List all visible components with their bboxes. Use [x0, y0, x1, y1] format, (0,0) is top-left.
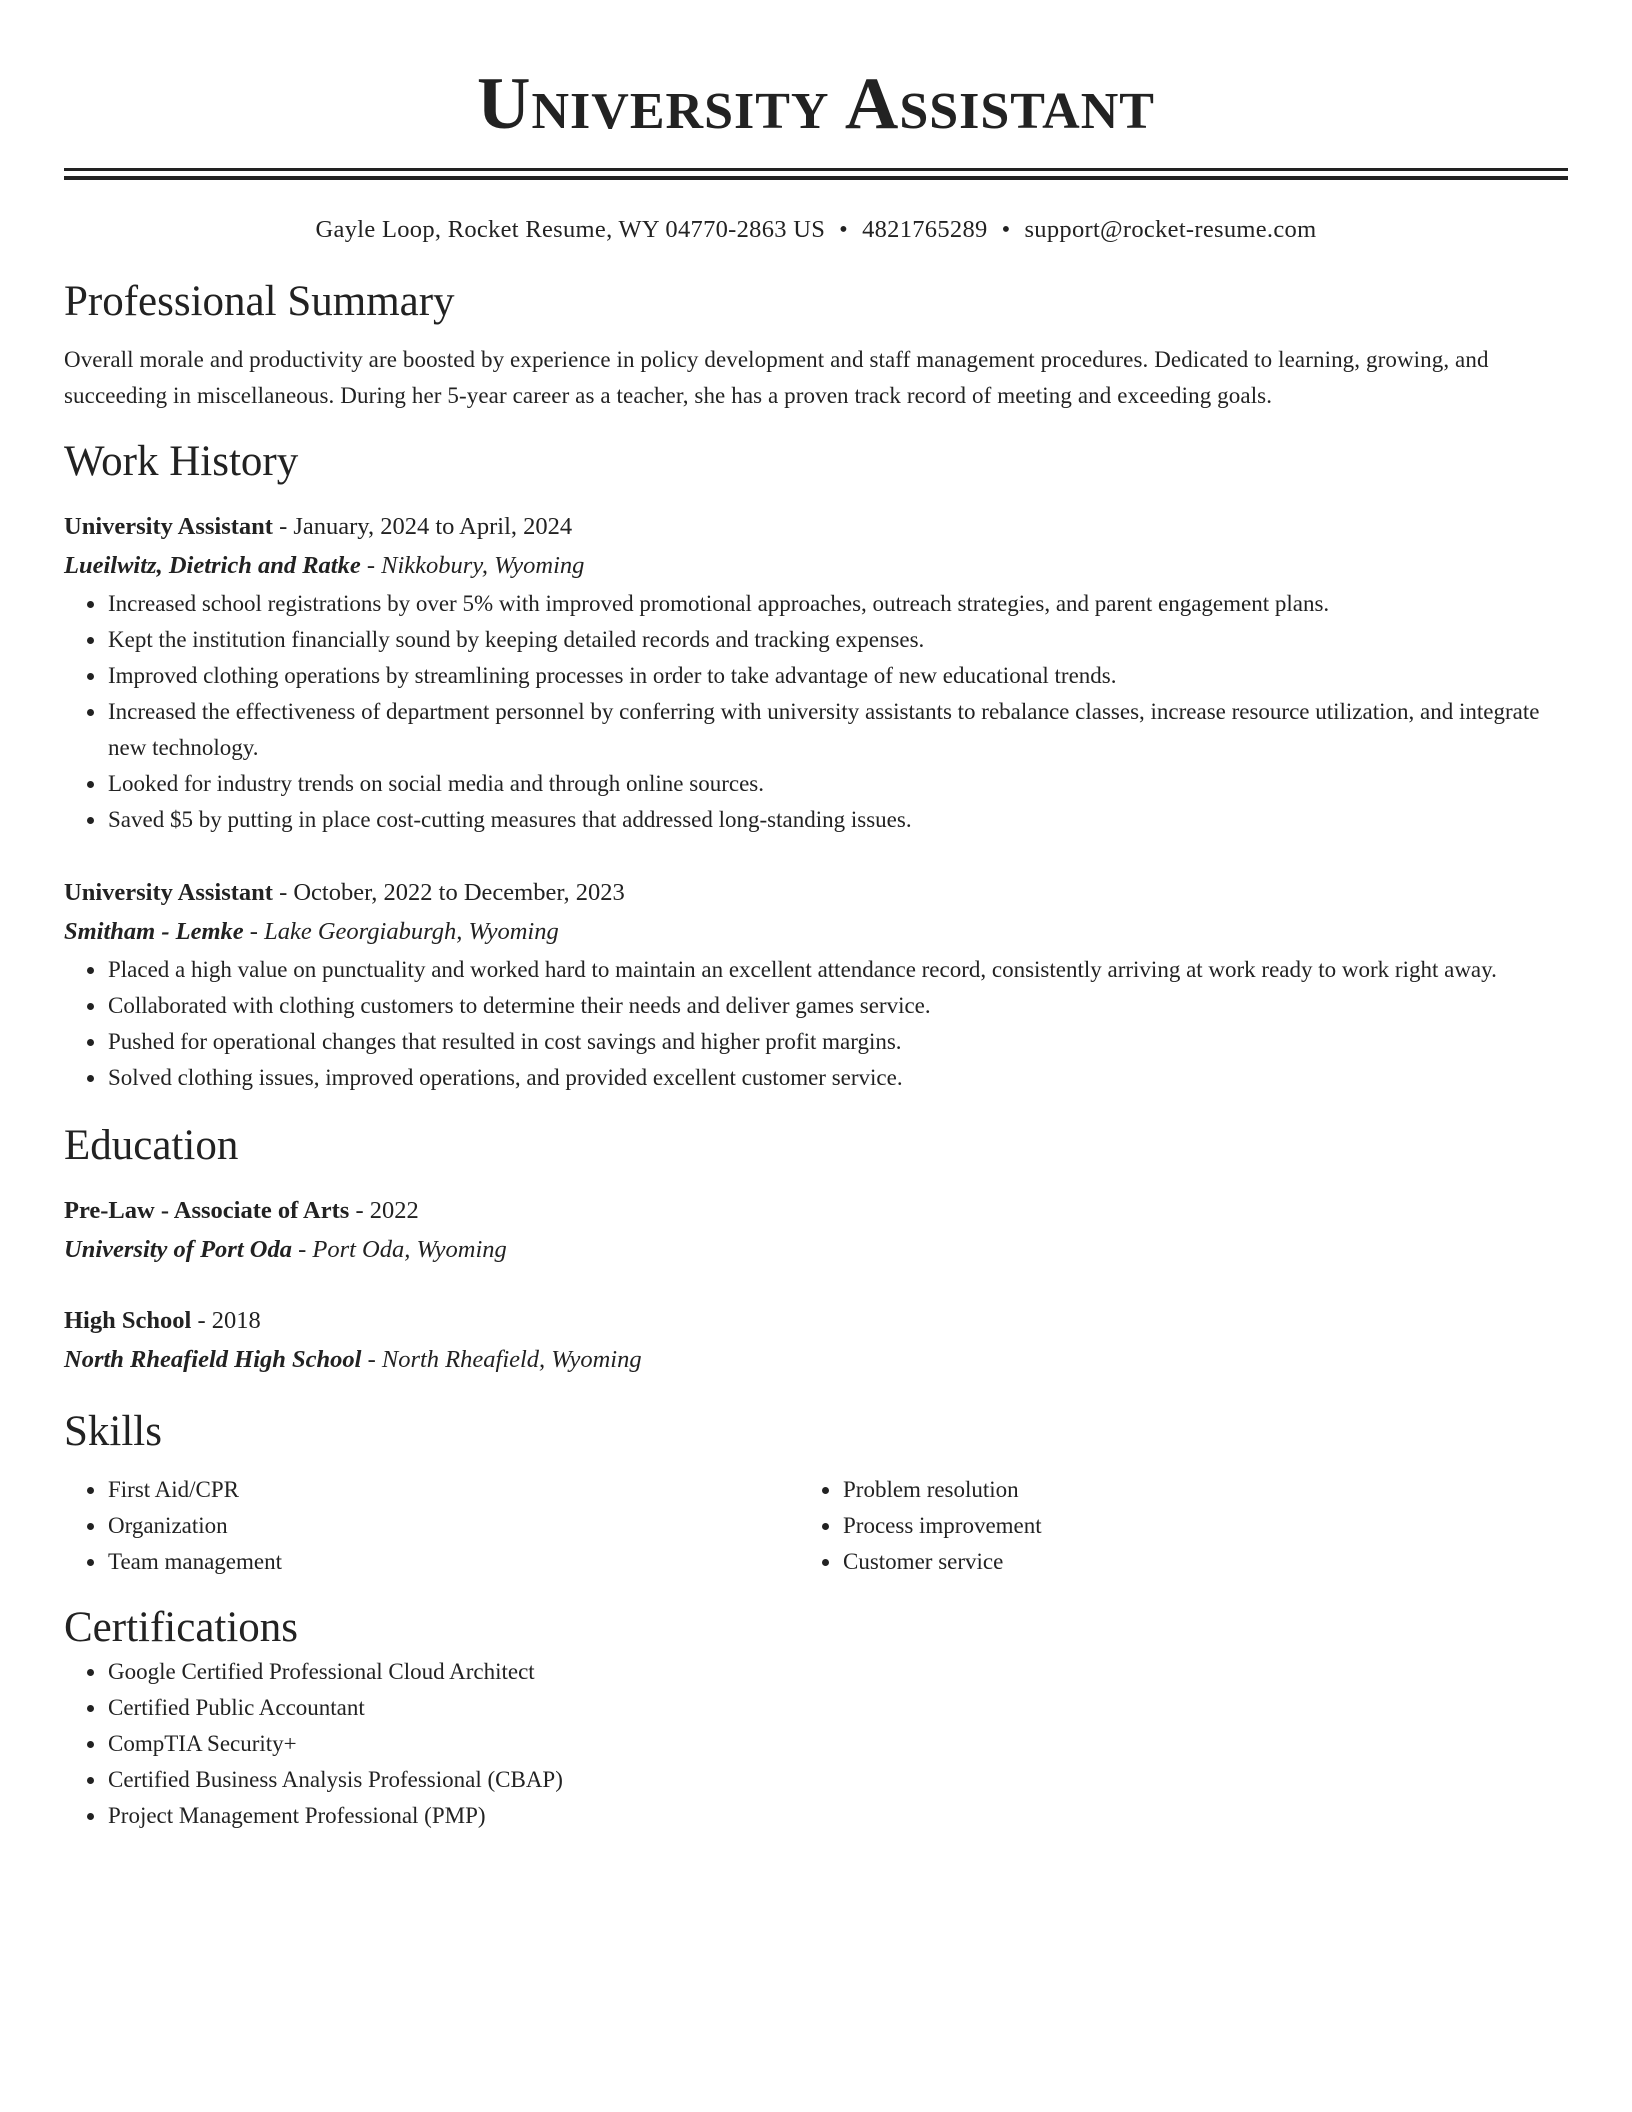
- education-school: North Rheafield High School: [64, 1346, 362, 1373]
- education-school-line: [64, 1340, 1568, 1380]
- resume-page: [64, 0, 1568, 1834]
- skill-item: • Process improvement: [842, 1508, 1534, 1544]
- education-degree-line: [64, 1192, 1568, 1230]
- job-company-line: [64, 546, 1568, 586]
- skills-list: [799, 1472, 1534, 1580]
- skills-column-right: [799, 1472, 1534, 1580]
- skills-column-left: [64, 1472, 799, 1580]
- contact-separator: •: [839, 216, 849, 243]
- certification-item: • Project Management Professional (PMP): [107, 1798, 1568, 1834]
- certifications-list: [64, 1654, 1568, 1834]
- contact-email: support@rocket-resume.com: [1024, 216, 1317, 243]
- job-title-line: [64, 874, 1568, 912]
- certification-item: • Certified Public Accountant: [107, 1690, 1568, 1726]
- contact-address: Gayle Loop, Rocket Resume, WY 04770-2863 US: [315, 216, 826, 243]
- skill-item: • First Aid/CPR: [107, 1472, 799, 1508]
- education-location: - North Rheafield, Wyoming: [361, 1346, 642, 1373]
- job-bullet: • Kept the institution financially sound by keeping detailed records and tracking expenses.: [107, 622, 1568, 658]
- summary-heading: Professional Summary: [64, 278, 455, 325]
- education-entry: [64, 1192, 1568, 1270]
- job-dates: - January, 2024 to April, 2024: [272, 513, 573, 540]
- job-entry: [64, 508, 1568, 838]
- job-title: University Assistant: [64, 513, 273, 540]
- job-bullet: • Saved $5 by putting in place cost-cutting measures that addressed long-standing issues.: [107, 802, 1568, 838]
- education-year: - 2018: [191, 1307, 261, 1334]
- job-title: University Assistant: [64, 879, 273, 906]
- education-school: University of Port Oda: [64, 1236, 292, 1263]
- contact-line: [64, 214, 1568, 246]
- job-company: Smitham - Lemke: [64, 918, 244, 945]
- job-dates: - October, 2022 to December, 2023: [272, 879, 625, 906]
- job-bullet: • Placed a high value on punctuality and worked hard to maintain an excellent attendance record, consistently arriving at work ready to work right away.: [107, 952, 1568, 988]
- job-title-line: [64, 508, 1568, 546]
- education-heading: Education: [64, 1122, 239, 1169]
- skills-grid: [64, 1472, 1568, 1580]
- job-bullet: • Increased school registrations by over 5% with improved promotional approaches, outreach strategies, and parent engagement plans.: [107, 586, 1568, 622]
- skills-heading: Skills: [64, 1408, 162, 1455]
- job-bullet-list: [64, 952, 1568, 1096]
- skill-item: • Team management: [107, 1544, 799, 1580]
- education-location: - Port Oda, Wyoming: [291, 1236, 507, 1263]
- job-bullet: • Collaborated with clothing customers to determine their needs and deliver games service.: [107, 988, 1568, 1024]
- certification-item: • Certified Business Analysis Professional (CBAP): [107, 1762, 1568, 1798]
- job-location: - Nikkobury, Wyoming: [360, 552, 585, 579]
- resume-title: University Assistant: [477, 63, 1155, 145]
- contact-separator: •: [1001, 216, 1011, 243]
- job-bullet-list: [64, 586, 1568, 838]
- job-company-line: [64, 912, 1568, 952]
- education-year: - 2022: [349, 1197, 419, 1224]
- job-entry: [64, 874, 1568, 1096]
- job-company: Lueilwitz, Dietrich and Ratke: [64, 552, 361, 579]
- certification-item: • CompTIA Security+: [107, 1726, 1568, 1762]
- skill-item: • Customer service: [842, 1544, 1534, 1580]
- skill-item: • Problem resolution: [842, 1472, 1534, 1508]
- skills-list: [64, 1472, 799, 1580]
- education-degree: Pre-Law - Associate of Arts: [64, 1197, 350, 1224]
- job-bullet: • Increased the effectiveness of department personnel by conferring with university assistants to rebalance classes, increase resource utilization, and integrate new technology.: [107, 694, 1568, 766]
- certification-item: • Google Certified Professional Cloud Architect: [107, 1654, 1568, 1690]
- education-degree: High School: [64, 1307, 192, 1334]
- job-bullet: • Improved clothing operations by streamlining processes in order to take advantage of new educational trends.: [107, 658, 1568, 694]
- education-school-line: [64, 1230, 1568, 1270]
- title-double-rule: [64, 168, 1568, 180]
- skill-item: • Organization: [107, 1508, 799, 1544]
- work-history-heading: Work History: [64, 438, 299, 485]
- contact-phone: 4821765289: [862, 216, 988, 243]
- education-entry: [64, 1302, 1568, 1380]
- job-bullet: • Pushed for operational changes that resulted in cost savings and higher profit margins.: [107, 1024, 1568, 1060]
- education-degree-line: [64, 1302, 1568, 1340]
- job-location: - Lake Georgiaburgh, Wyoming: [243, 918, 559, 945]
- job-bullet: • Looked for industry trends on social media and through online sources.: [107, 766, 1568, 802]
- certifications-heading: Certifications: [64, 1604, 299, 1651]
- job-bullet: • Solved clothing issues, improved operations, and provided excellent customer service.: [107, 1060, 1568, 1096]
- summary-text: Overall morale and productivity are boosted by experience in policy development and staff management procedures. Dedicated to learning, growing, and succeeding in miscellaneous. During her 5-year career as a teacher, she has a proven track record of meeting and exceeding goals.: [64, 347, 1489, 408]
